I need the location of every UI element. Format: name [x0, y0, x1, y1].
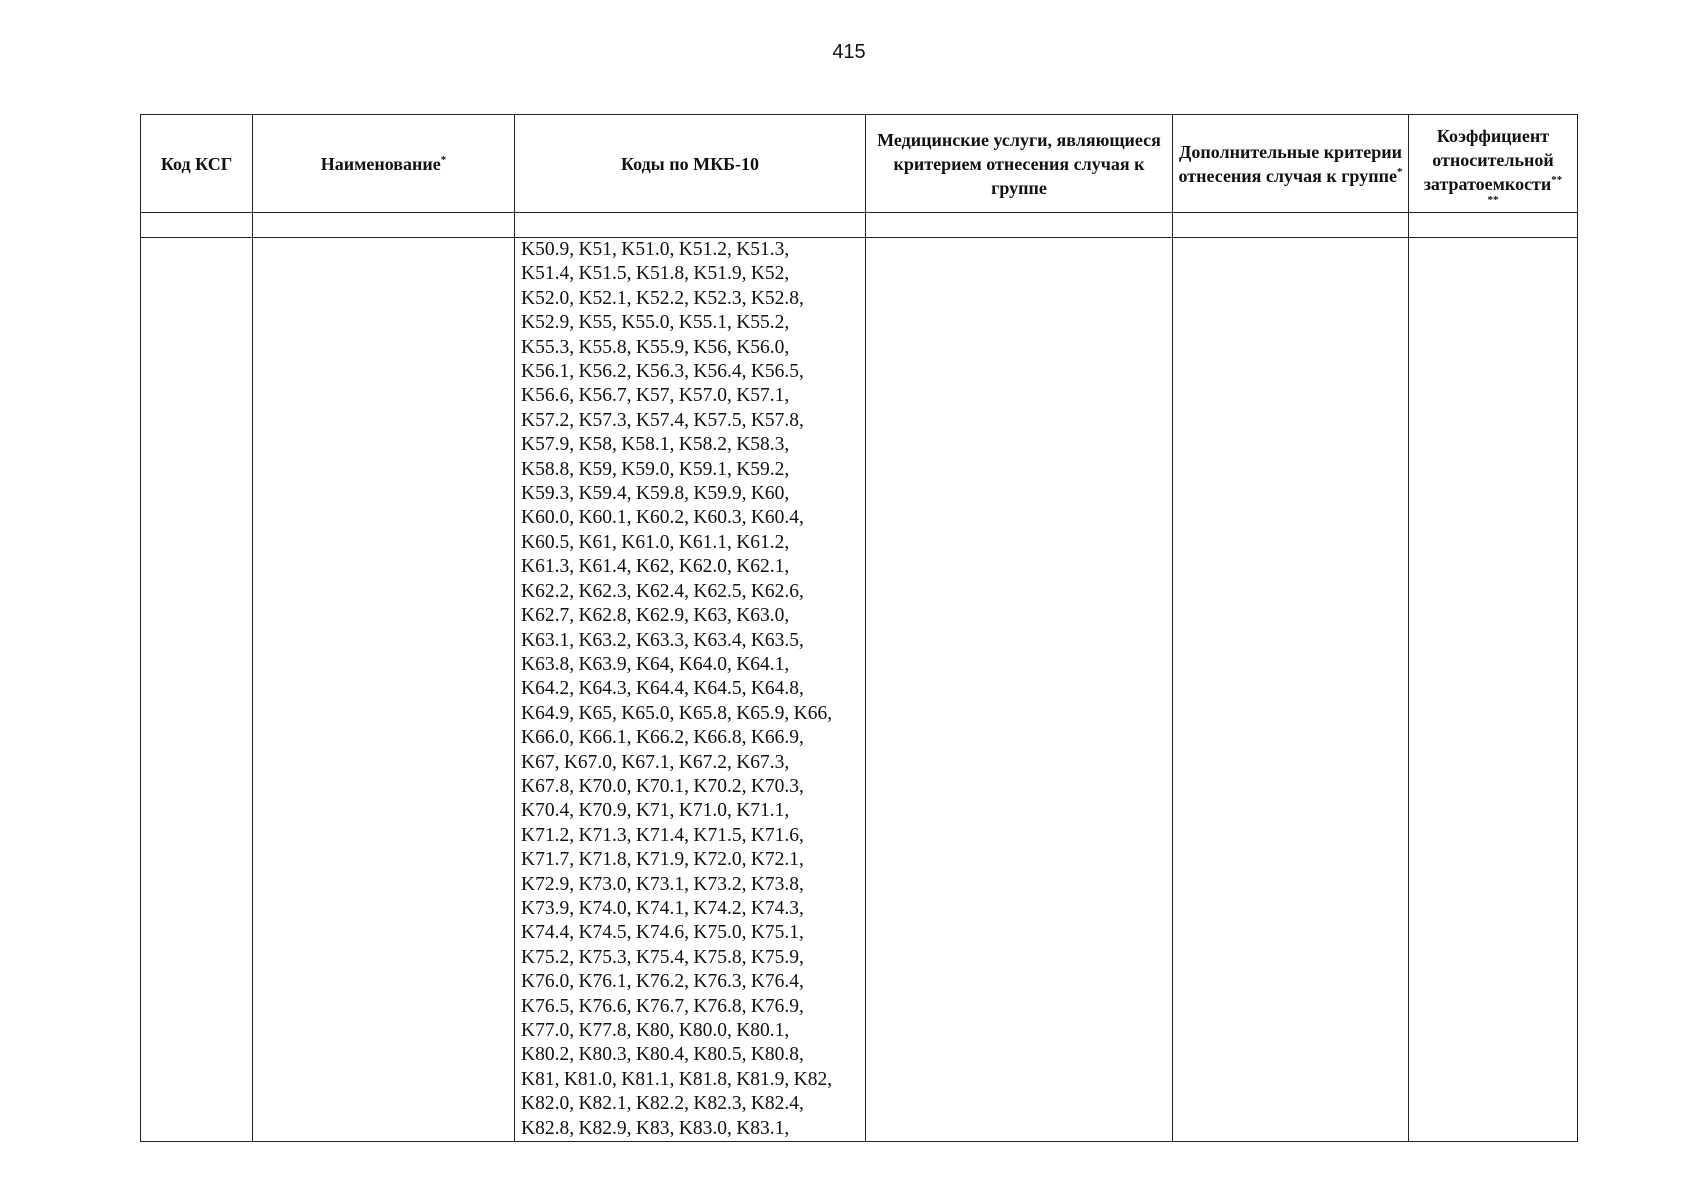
icd-code-line: K82.8, K82.9, K83, K83.0, K83.1,	[521, 1117, 790, 1139]
icd-code-line: K64.2, K64.3, K64.4, K64.5, K64.8,	[521, 678, 804, 700]
icd-code-line: K55.3, K55.8, K55.9, K56, K56.0,	[521, 336, 790, 358]
icd-code-line: K76.5, K76.6, K76.7, K76.8, K76.9,	[521, 995, 804, 1017]
cell-additional-criteria	[1173, 238, 1409, 1142]
icd-code-line: K51.4, K51.5, K51.8, K51.9, K52,	[521, 263, 790, 285]
header-additional-criteria: Дополнительные критерии отнесения случая к группе*	[1173, 115, 1409, 213]
icd-code-line: K59.3, K59.4, K59.8, K59.9, K60,	[521, 483, 790, 505]
icd-code-line: K80.2, K80.3, K80.4, K80.5, K80.8,	[521, 1044, 804, 1066]
header-cost-coefficient: Коэффициент относительной затратоемкости** **	[1409, 115, 1578, 213]
footnote-mark: *	[1396, 165, 1403, 178]
cell-cost-coefficient	[1409, 238, 1578, 1142]
icd-code-line: K74.4, K74.5, K74.6, K75.0, K75.1,	[521, 922, 804, 944]
cell-name	[253, 238, 515, 1142]
header-icd-codes: Коды по МКБ-10	[515, 115, 866, 213]
icd-code-line: K60.5, K61, K61.0, K61.1, K61.2,	[521, 531, 790, 553]
icd-code-line: K71.7, K71.8, K71.9, K72.0, K72.1,	[521, 849, 804, 871]
icd-code-line: K73.9, K74.0, K74.1, K74.2, K74.3,	[521, 897, 804, 919]
table-spacer-row	[141, 213, 1578, 238]
icd-code-line: K76.0, K76.1, K76.2, K76.3, K76.4,	[521, 971, 804, 993]
icd-code-line: K56.6, K56.7, K57, K57.0, K57.1,	[521, 385, 790, 407]
icd-code-line: K61.3, K61.4, K62, K62.0, K62.1,	[521, 556, 790, 578]
header-medical-services: Медицинские услуги, являющиеся критерием отнесения случая к группе	[866, 115, 1173, 213]
icd-code-line: K75.2, K75.3, K75.4, K75.8, K75.9,	[521, 946, 804, 968]
footnote-mark-secondary: **	[1487, 193, 1499, 206]
icd-code-line: K63.1, K63.2, K63.3, K63.4, K63.5,	[521, 629, 804, 651]
icd-code-line: K58.8, K59, K59.0, K59.1, K59.2,	[521, 458, 790, 480]
icd-code-line: K67.8, K70.0, K70.1, K70.2, K70.3,	[521, 775, 804, 797]
header-name: Наименование*	[253, 115, 515, 213]
footnote-mark: **	[1551, 173, 1563, 186]
icd-code-line: K70.4, K70.9, K71, K71.0, K71.1,	[521, 800, 790, 822]
icd-code-line: K72.9, K73.0, K73.1, K73.2, K73.8,	[521, 873, 804, 895]
page-number: 415	[832, 41, 866, 63]
cell-ksg-code	[141, 238, 253, 1142]
icd-code-line: K57.9, K58, K58.1, K58.2, K58.3,	[521, 434, 790, 456]
icd-code-line: K67, K67.0, K67.1, K67.2, K67.3,	[521, 751, 790, 773]
icd-code-line: K77.0, K77.8, K80, K80.0, K80.1,	[521, 1020, 790, 1041]
icd-code-line: K52.0, K52.1, K52.2, K52.3, K52.8,	[521, 287, 804, 309]
icd-code-line: K56.1, K56.2, K56.3, K56.4, K56.5,	[521, 361, 804, 383]
icd-code-line: K66.0, K66.1, K66.2, K66.8, K66.9,	[521, 727, 804, 749]
table-row	[141, 238, 1578, 1142]
icd-code-line: K57.2, K57.3, K57.4, K57.5, K57.8,	[521, 409, 804, 431]
icd-code-line: K62.2, K62.3, K62.4, K62.5, K62.6,	[521, 580, 804, 602]
ksg-table	[140, 114, 1578, 1142]
icd-code-line: K62.7, K62.8, K62.9, K63, K63.0,	[521, 605, 790, 627]
icd-code-line: K63.8, K63.9, K64, K64.0, K64.1,	[521, 653, 790, 675]
footnote-mark: *	[440, 153, 447, 166]
icd-codes-list	[515, 238, 865, 1141]
icd-code-line: K60.0, K60.1, K60.2, K60.3, K60.4,	[521, 507, 804, 529]
cell-medical-services	[866, 238, 1173, 1142]
icd-code-line: K50.9, K51, K51.0, K51.2, K51.3,	[521, 239, 790, 260]
icd-code-line: K64.9, K65, K65.0, K65.8, K65.9, K66,	[521, 702, 833, 724]
cell-icd-codes	[515, 238, 866, 1142]
icd-code-line: K71.2, K71.3, K71.4, K71.5, K71.6,	[521, 824, 804, 846]
table-header-row	[141, 115, 1578, 213]
icd-code-line: K52.9, K55, K55.0, K55.1, K55.2,	[521, 312, 790, 334]
icd-code-line: K82.0, K82.1, K82.2, K82.3, K82.4,	[521, 1093, 804, 1115]
icd-code-line: K81, K81.0, K81.1, K81.8, K81.9, K82,	[521, 1068, 833, 1090]
header-ksg-code: Код КСГ	[141, 115, 253, 213]
